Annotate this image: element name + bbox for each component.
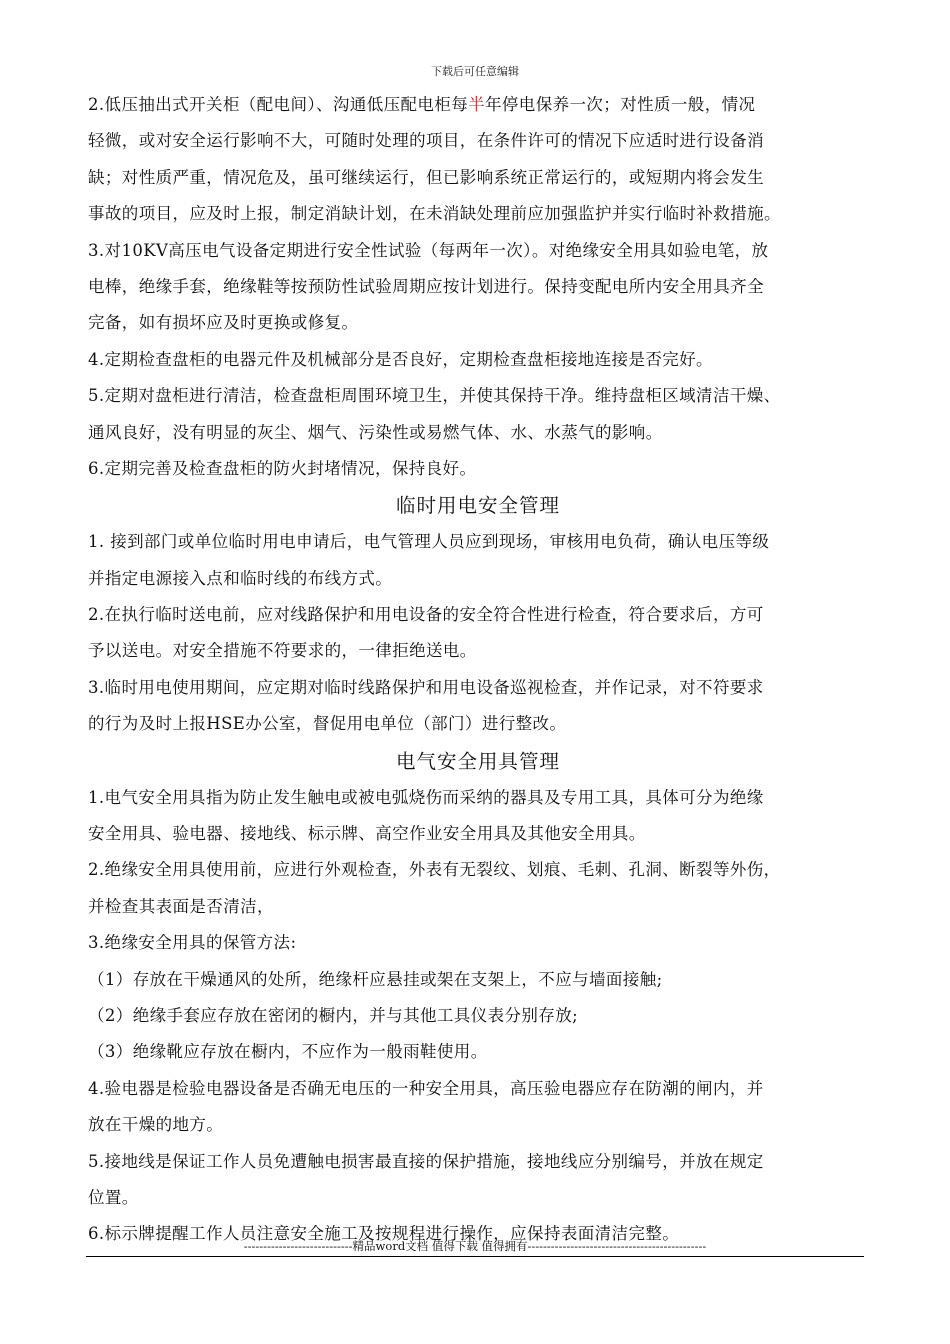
page-footer-note: ----------------------------精品word文档 值得下载 值得拥有---------------------------------------------- — [243, 1239, 707, 1253]
paragraph-line: 5.定期对盘柜进行清洁，检查盘柜周围环境卫生，并使其保持干净。维持盘柜区域清洁干燥、 — [88, 386, 781, 406]
paragraph-line: 1.电气安全用具指为防止发生触电或被电弧烧伤而采纳的器具及专用工具，具体可分为绝缘 — [88, 787, 764, 807]
paragraph-line: 4.验电器是检验电器设备是否确无电压的一种安全用具，高压验电器应存在防潮的闸内，并 — [88, 1078, 764, 1098]
section-title: 临时用电安全管理 — [395, 494, 560, 518]
paragraph-line: 予以送电。对安全措施不符要求的，一律拒绝送电。 — [88, 641, 477, 661]
paragraph-line: 2.在执行临时送电前，应对线路保护和用电设备的安全符合性进行检查，符合要求后，方可 — [88, 605, 764, 625]
paragraph-line: 1. 接到部门或单位临时用电申请后，电气管理人员应到现场，审核用电负荷，确认电压等级 — [88, 532, 770, 552]
paragraph-line: 放在干燥的地方。 — [88, 1115, 224, 1135]
paragraph-line: 5.接地线是保证工作人员免遭触电损害最直接的保护措施，接地线应分别编号，并放在规定 — [88, 1151, 764, 1171]
paragraph-line: 完备，如有损坏应及时更换或修复。 — [88, 313, 359, 333]
paragraph-line: 位置。 — [88, 1187, 139, 1207]
paragraph-line: 3.绝缘安全用具的保管方法: — [88, 933, 297, 953]
section-title: 电气安全用具管理 — [395, 749, 560, 773]
document-body — [88, 87, 868, 1253]
footer-divider — [86, 1256, 864, 1257]
paragraph-line: 3.对10KV高压电气设备定期进行安全性试验（每两年一次）。对绝缘安全用具如验电笔，放 — [88, 240, 769, 260]
paragraph-line: 6.标示牌提醒工作人员注意安全施工及按规程进行操作，应保持表面清洁完整。 — [88, 1224, 680, 1244]
paragraph-line: 并检查其表面是否清洁， — [88, 896, 274, 916]
page-header-note: 下载后可任意编辑 — [431, 65, 519, 78]
section-maintenance — [88, 87, 868, 487]
paragraph-line: 的行为及时上报HSE办公室，督促用电单位（部门）进行整改。 — [88, 714, 567, 734]
section-temporary-power — [88, 487, 868, 742]
paragraph-line: 2.低压抽出式开关柜（配电间）、沟通低压配电柜每半年停电保养一次；对性质一般，情况 — [88, 95, 756, 114]
paragraph-line: 电棒，绝缘手套，绝缘鞋等按预防性试验周期应按计划进行。保持变配电所内安全用具齐全 — [88, 276, 764, 296]
paragraph-line: 通风良好，没有明显的灰尘、烟气、污染性或易燃气体、水、水蒸气的影响。 — [88, 422, 663, 442]
paragraph-line: 缺；对性质严重，情况危及，虽可继续运行，但已影响系统正常运行的，或短期内将会发生 — [88, 167, 764, 187]
paragraph-line: 4.定期检查盘柜的电器元件及机械部分是否良好，定期检查盘柜接地连接是否完好。 — [88, 349, 713, 369]
paragraph-line: （2）绝缘手套应存放在密闭的橱内，并与其他工具仪表分别存放; — [88, 1005, 579, 1025]
paragraph-line: 安全用具、验电器、接地线、标示牌、高空作业安全用具及其他安全用具。 — [88, 824, 646, 844]
paragraph-line: 轻微，或对安全运行影响不大，可随时处理的项目，在条件许可的情况下应适时进行设备消 — [88, 131, 764, 151]
section-safety-tools — [88, 743, 868, 1253]
paragraph-line: 2.绝缘安全用具使用前，应进行外观检查，外表有无裂纹、划痕、毛刺、孔洞、断裂等外伤， — [88, 860, 781, 880]
paragraph-line: （3）绝缘靴应存放在橱内，不应作为一般雨鞋使用。 — [88, 1042, 488, 1062]
highlighted-char: 半 — [468, 95, 485, 114]
paragraph-line: 3.临时用电使用期间，应定期对临时线路保护和用电设备巡视检查，并作记录，对不符要求 — [88, 677, 764, 697]
paragraph-line: 并指定电源接入点和临时线的布线方式。 — [88, 568, 393, 588]
paragraph-line: 6.定期完善及检查盘柜的防火封堵情况，保持良好。 — [88, 458, 477, 478]
paragraph-line: （1）存放在干燥通风的处所，绝缘杆应悬挂或架在支架上，不应与墙面接触; — [88, 969, 663, 989]
paragraph-line: 事故的项目，应及时上报，制定消缺计划，在未消缺处理前应加强监护并实行临时补救措施。 — [88, 204, 781, 224]
